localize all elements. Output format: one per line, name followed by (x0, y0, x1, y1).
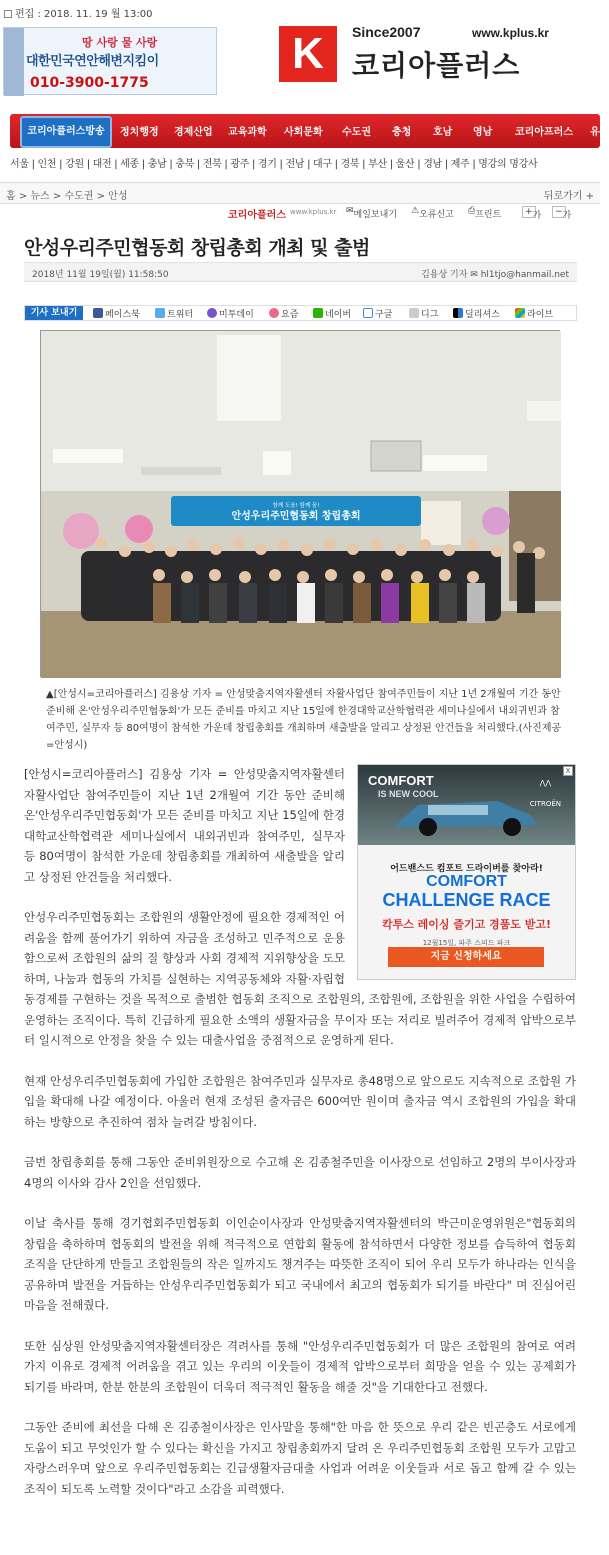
paragraph: 또한 심상원 안성맞춤지역자활센터장은 격려사를 통해 "안성우리주민협동회가 더 많은 조합원의 참여로 여려가지 이유로 경제적 어려움을 겪고 있는 우리의 이웃들이 경제적 압박으로부터 희망을 얻을 수 있는 공제회가 되기를 바라며, 한분 한분의 조합원이 더욱더 적극적인 활동을 해줄 것"을 기대한다고 전했다. (24, 1338, 576, 1394)
share-metoday[interactable]: 미투데이 (207, 307, 254, 320)
paragraph: 현재 안성우리주민협동회에 가입한 조합원은 참여주민과 실무자로 총48명으로 앞으로도 지속적으로 조합원 가입을 확대해 나갈 예정이다. 아울러 현재 조성된 출자금은 600여만 원이며 출자금 역시 조합원의 가입을 확대하는 방향으로 추진하여 점차 늘려갈 방침이다. (24, 1073, 576, 1129)
citroen-logo: ⋀⋀ CITROËN (529, 779, 561, 808)
article-toolbar (228, 205, 578, 221)
naver-icon (313, 308, 323, 318)
nav-item-society[interactable]: 사회문화 (284, 127, 323, 138)
left-banner-ad[interactable] (3, 27, 217, 95)
ad-line-1: 어드밴스드 컴포트 드라이버를 찾아라! (390, 864, 543, 874)
share-bar (24, 305, 577, 321)
share-twitter[interactable]: 트위터 (155, 307, 193, 320)
banner-subtitle: 함께 도움! 함께 꿈! (272, 503, 320, 509)
main-nav (10, 114, 609, 148)
nav-item-economy[interactable]: 경제산업 (174, 127, 213, 138)
share-delicious[interactable]: 딜리셔스 (453, 307, 500, 320)
nav-item-politics[interactable]: 정치행정 (120, 127, 159, 138)
share-live[interactable]: 라이브 (515, 307, 553, 320)
breadcrumb[interactable]: 홈 > 뉴스 > 수도권 > 안성 (6, 191, 128, 202)
ad-tagline: 땅 사랑 물 사랑 (82, 36, 158, 49)
ad-name: 대한민국연안해변지킴이 (26, 54, 159, 69)
photo-caption: ▲[안성시=코리아플러스] 김용상 기자 = 안성맞춤지역자활센터 자활사업단 참여주민들이 지난 1년 2개월여 기간 동안 준비해 온'안성우리주민협동회'가 모든 준비를 마치고 지난 15일에 한경대학교산학협력관 세미나실에서 내외귀빈과 참여주민, 실무자 등 80여명이 참석한 가운데 창립총회를 개최하며 새출발을 알리고 상정된 안건들을 처리했다.(사진제공=안성시) (46, 689, 562, 751)
side-ad-slot (357, 764, 576, 980)
yozm-icon (269, 308, 279, 318)
logo-since: Since2007 (352, 24, 421, 40)
paragraph: 금번 창립총회를 통해 그동안 준비위원장으로 수고해 온 김종철주민을 이사장으로 선임하고 2명의 부이사장과 4명의 이사와 감사 2인을 선임했다. (24, 1155, 576, 1190)
nav-item-education[interactable]: 교육과학 (228, 127, 267, 138)
back-button[interactable]: 뒤로가기 + (543, 191, 594, 202)
share-facebook[interactable]: 페이스북 (93, 307, 140, 320)
font-down-button[interactable]: − 가 (552, 206, 566, 218)
ad-line-3: CHALLENGE RACE (382, 890, 551, 910)
site-logo-name[interactable]: 코리아플러스 (352, 49, 521, 82)
email-button[interactable]: ✉ 메일보내기 (346, 206, 398, 220)
nav-item-koreaplus[interactable]: 코리아프러스 (515, 127, 573, 138)
citroen-ad[interactable] (357, 764, 576, 980)
share-yozm[interactable]: 요즘 (269, 307, 298, 320)
site-logo-mark[interactable]: K (279, 26, 337, 82)
region-subnav[interactable]: 서울 | 인천 | 강원 | 대전 | 세종 | 충남 | 충북 | 전북 | 광주 | 경기 | 전남 | 대구 | 경북 | 부산 | 울산 | 경남 | 제주 | 명강의 명강사 (10, 159, 538, 170)
banner-title: 안성우리주민협동회 창립총회 (231, 511, 361, 522)
article-photo[interactable] (40, 330, 560, 677)
digg-icon (409, 308, 419, 318)
font-up-button[interactable]: + 가 (522, 206, 536, 218)
facebook-icon (93, 308, 103, 318)
nav-item-youtube[interactable]: 유튜 (590, 127, 609, 138)
date-icon (4, 10, 12, 18)
share-google[interactable]: 구글 (363, 307, 392, 320)
google-icon (363, 308, 373, 318)
breadcrumb-bar (0, 182, 600, 204)
ad-apply-button[interactable]: 지금 신청하세요 (388, 947, 544, 967)
article-meta (24, 262, 577, 282)
paragraph: [안성시=코리아플러스] 김용상 기자 = 안성맞춤지역자활센터 자활사업단 참여주민들이 지난 1년 2개월여 기간 동안 준비해 온'안성우리주민협동회'가 모든 준비를 마치고 지난 15일에 한경대학교산학협력관 세미나실에서 내외귀빈과 참여주민, 실무자 등 80여명이 참석한 가운데 창립총회를 개최하여 새출발을 알리고 상정된 안건들을 처리했다. (24, 767, 345, 884)
share-send-label: 기사 보내기 (25, 306, 83, 320)
share-naver[interactable]: 네이버 (313, 307, 351, 320)
building-graphic (4, 28, 24, 96)
nav-item-honam[interactable]: 호남 (433, 127, 453, 138)
nav-item-yeongnam[interactable]: 영남 (473, 127, 493, 138)
nav-item-broadcast[interactable]: 코리아플러스방송 (20, 116, 112, 148)
delicious-icon (453, 308, 463, 318)
ad-line-4: 칵투스 레이싱 즐기고 경품도 받고! (381, 918, 552, 931)
print-button[interactable]: ⎙ 프린트 (468, 206, 502, 220)
paragraph: 그동안 준비에 최선을 다해 온 김종철이사장은 인사말을 통해"한 마음 한 뜻으로 우리 같은 빈곤층도 서로에게 도움이 되고 무엇인가 할 수 있다는 확신을 가지고 창립총회까지 달려 온 우리주민협동회 조합원 모두가 고맙고 자랑스러우며 앞으로 우리주민협동회는 긴급생활자금대출 사업과 어려운 이웃들과 서로 돕고 함께 갈 수 있는 조직이 되도록 노력할 것이다"라고 소감을 피력했다. (24, 1420, 576, 1496)
group-photo-illustration (41, 331, 561, 678)
article-title: 안성우리주민협동회 창립총회 개최 및 출범 (24, 237, 370, 259)
ad-headline: COMFORT (368, 773, 434, 788)
ad-phone: 010-3900-1775 (30, 75, 149, 91)
ad-close-icon[interactable]: X (563, 766, 573, 776)
article-reporter[interactable]: 김용상 기자 ✉ hl1tjo@hanmail.net (421, 270, 569, 280)
article-body (24, 764, 576, 1519)
metoday-icon (207, 308, 217, 318)
ad-line-2: COMFORT (426, 873, 507, 890)
toolbar-brand-url: www.kplus.kr (290, 208, 337, 216)
logo-url: www.kplus.kr (472, 26, 549, 40)
article-date: 2018년 11월 19일(월) 11:58:50 (32, 270, 169, 280)
nav-item-capital[interactable]: 수도권 (342, 127, 371, 138)
nav-item-chungcheong[interactable]: 충청 (392, 127, 412, 138)
paragraph: 안성우리주민협동회는 조합원의 생활안정에 필요한 경제적인 어려움을 함께 풀어가기 위하여 자금을 조성하고 민주적으로 운용함으로써 조합원의 삶의 질 향상과 사회 경제적 지위향상을 도모하며, 나눔과 협동의 가치를 실현하는 지역공동체와 자활·자립협동경제를 구현하는 것을 목적으로 출범한 협동회 조직으로 조합원의, 조합원에, 조합원을 위한 사업을 수립하여 운영하는 조직이다. 특히 긴급하게 필요한 소액의 생활자금을 무이자 또는 저리로 빌려주어 경제적 압박으로부터 일시적으로 안정을 찾을 수 있는 대출사업을 중점적으로 운영하게 된다. (24, 910, 576, 1047)
paragraph: 이날 축사를 통해 경기협회주민협동회 이인순이사장과 안성맞춤지역자활센터의 박근미운영위원은"협동회의 창립을 축하하며 협동회의 발전을 위해 적극적으로 연합회 활동에 참석하면서 다양한 정보를 습득하여 협동회 조직을 단단하게 만들고 조합원들의 작은 일까지도 챙겨주는 따뜻한 조직이 되어 우리 모두가 하나라는 인식을 공유하며 발전을 거듭하는 안성우리주민협동회가 되고 국내에서 최고의 협동회가 되기를 바란다" 며 진심어린 마음을 전해줬다. (24, 1216, 576, 1312)
ad-subheadline: IS NEW COOL (378, 789, 439, 799)
edit-date: 편집 : 2018. 11. 19 월 13:00 (4, 5, 153, 20)
twitter-icon (155, 308, 165, 318)
share-digg[interactable]: 디그 (409, 307, 438, 320)
report-error-button[interactable]: ⚠ 오류신고 (411, 206, 454, 220)
toolbar-brand: 코리아플러스 (228, 210, 286, 221)
windows-live-icon (515, 308, 525, 318)
ad-line-5: 12월15일, 파주 스피드 파크 (422, 939, 511, 947)
